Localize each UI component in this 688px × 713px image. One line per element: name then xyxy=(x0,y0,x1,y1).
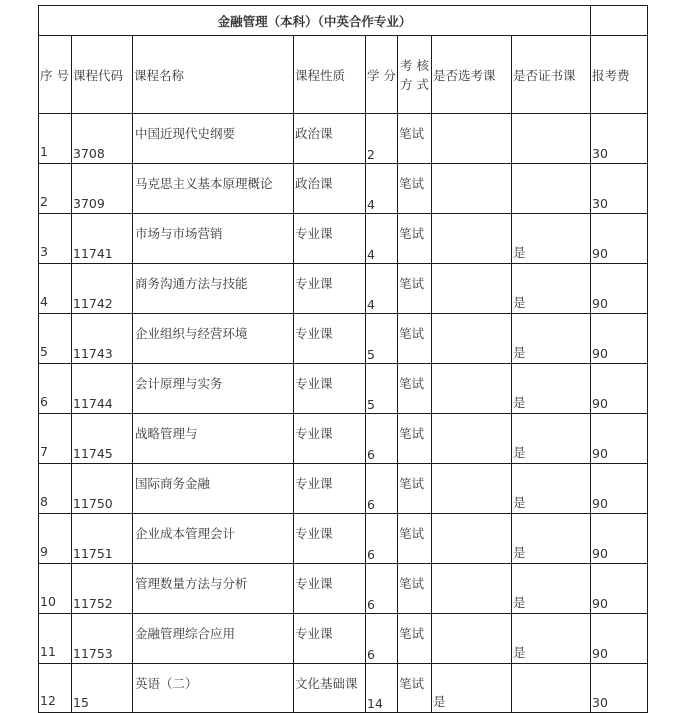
table-row xyxy=(39,314,648,364)
cell-method: 笔试 xyxy=(398,214,432,264)
cell-method: 笔试 xyxy=(398,514,432,564)
cell-method: 笔试 xyxy=(398,564,432,614)
cell-certificate: 是 xyxy=(512,614,591,664)
cell-name: 战略管理与 xyxy=(133,414,294,464)
table-row xyxy=(39,214,648,264)
cell-nature: 专业课 xyxy=(294,214,366,264)
cell-nature: 政治课 xyxy=(294,164,366,214)
cell-name: 企业组织与经营环境 xyxy=(133,314,294,364)
cell-credit: 6 xyxy=(366,564,398,614)
cell-method: 笔试 xyxy=(398,314,432,364)
cell-code: 11742 xyxy=(72,264,133,314)
cell-code: 11752 xyxy=(72,564,133,614)
cell-method: 笔试 xyxy=(398,114,432,164)
cell-elective xyxy=(432,314,512,364)
cell-certificate: 是 xyxy=(512,214,591,264)
header-elective: 是否选考课 xyxy=(432,36,512,114)
cell-certificate: 是 xyxy=(512,364,591,414)
cell-method: 笔试 xyxy=(398,664,432,713)
cell-name: 金融管理综合应用 xyxy=(133,614,294,664)
header-nature: 课程性质 xyxy=(294,36,366,114)
cell-elective xyxy=(432,514,512,564)
cell-name: 管理数量方法与分析 xyxy=(133,564,294,614)
cell-credit: 6 xyxy=(366,414,398,464)
cell-fee: 90 xyxy=(591,614,648,664)
table-row xyxy=(39,414,648,464)
cell-fee: 90 xyxy=(591,464,648,514)
cell-nature: 专业课 xyxy=(294,414,366,464)
cell-code: 11751 xyxy=(72,514,133,564)
cell-nature: 专业课 xyxy=(294,614,366,664)
cell-name: 市场与市场营销 xyxy=(133,214,294,264)
table-row xyxy=(39,264,648,314)
cell-nature: 政治课 xyxy=(294,114,366,164)
cell-nature: 专业课 xyxy=(294,464,366,514)
course-table xyxy=(38,5,648,713)
table-row xyxy=(39,164,648,214)
header-certificate: 是否证书课 xyxy=(512,36,591,114)
cell-credit: 14 xyxy=(366,664,398,713)
cell-credit: 5 xyxy=(366,364,398,414)
cell-credit: 4 xyxy=(366,164,398,214)
cell-method: 笔试 xyxy=(398,614,432,664)
cell-fee: 30 xyxy=(591,114,648,164)
cell-fee: 90 xyxy=(591,264,648,314)
cell-fee: 30 xyxy=(591,164,648,214)
cell-elective: 是 xyxy=(432,664,512,713)
cell-fee: 90 xyxy=(591,564,648,614)
cell-certificate: 是 xyxy=(512,514,591,564)
header-credit: 学 分 xyxy=(366,36,398,114)
cell-seq: 6 xyxy=(39,364,72,414)
cell-credit: 6 xyxy=(366,464,398,514)
cell-certificate xyxy=(512,114,591,164)
title-blank-cell xyxy=(591,6,648,36)
cell-name: 会计原理与实务 xyxy=(133,364,294,414)
header-row xyxy=(39,36,648,114)
cell-certificate: 是 xyxy=(512,564,591,614)
cell-name: 商务沟通方法与技能 xyxy=(133,264,294,314)
header-seq: 序 号 xyxy=(39,36,72,114)
cell-fee: 90 xyxy=(591,364,648,414)
table-row xyxy=(39,614,648,664)
cell-seq: 3 xyxy=(39,214,72,264)
cell-seq: 1 xyxy=(39,114,72,164)
cell-elective xyxy=(432,564,512,614)
cell-name: 企业成本管理会计 xyxy=(133,514,294,564)
cell-credit: 2 xyxy=(366,114,398,164)
cell-code: 3708 xyxy=(72,114,133,164)
cell-elective xyxy=(432,364,512,414)
cell-seq: 8 xyxy=(39,464,72,514)
cell-elective xyxy=(432,614,512,664)
table-body xyxy=(39,6,648,713)
cell-method: 笔试 xyxy=(398,464,432,514)
cell-elective xyxy=(432,464,512,514)
cell-credit: 5 xyxy=(366,314,398,364)
cell-nature: 专业课 xyxy=(294,264,366,314)
cell-elective xyxy=(432,264,512,314)
cell-certificate: 是 xyxy=(512,414,591,464)
table-row xyxy=(39,664,648,713)
cell-seq: 12 xyxy=(39,664,72,713)
cell-seq: 11 xyxy=(39,614,72,664)
cell-elective xyxy=(432,114,512,164)
cell-seq: 10 xyxy=(39,564,72,614)
table-row xyxy=(39,564,648,614)
cell-certificate: 是 xyxy=(512,464,591,514)
cell-name: 马克思主义基本原理概论 xyxy=(133,164,294,214)
cell-code: 11753 xyxy=(72,614,133,664)
cell-method: 笔试 xyxy=(398,164,432,214)
cell-credit: 6 xyxy=(366,514,398,564)
cell-elective xyxy=(432,214,512,264)
cell-nature: 文化基础课 xyxy=(294,664,366,713)
cell-code: 11750 xyxy=(72,464,133,514)
cell-seq: 7 xyxy=(39,414,72,464)
table-row xyxy=(39,514,648,564)
cell-nature: 专业课 xyxy=(294,314,366,364)
cell-code: 11741 xyxy=(72,214,133,264)
cell-nature: 专业课 xyxy=(294,364,366,414)
cell-seq: 4 xyxy=(39,264,72,314)
cell-certificate: 是 xyxy=(512,314,591,364)
header-name: 课程名称 xyxy=(133,36,294,114)
cell-code: 3709 xyxy=(72,164,133,214)
cell-elective xyxy=(432,164,512,214)
header-fee: 报考费 xyxy=(591,36,648,114)
cell-name: 英语（二） xyxy=(133,664,294,713)
cell-nature: 专业课 xyxy=(294,514,366,564)
header-code: 课程代码 xyxy=(72,36,133,114)
cell-name: 国际商务金融 xyxy=(133,464,294,514)
cell-fee: 90 xyxy=(591,314,648,364)
cell-credit: 4 xyxy=(366,264,398,314)
cell-fee: 30 xyxy=(591,664,648,713)
cell-code: 11745 xyxy=(72,414,133,464)
cell-nature: 专业课 xyxy=(294,564,366,614)
cell-certificate xyxy=(512,664,591,713)
cell-credit: 6 xyxy=(366,614,398,664)
cell-code: 11744 xyxy=(72,364,133,414)
cell-seq: 2 xyxy=(39,164,72,214)
title-row xyxy=(39,6,648,36)
cell-fee: 90 xyxy=(591,414,648,464)
cell-fee: 90 xyxy=(591,214,648,264)
cell-seq: 5 xyxy=(39,314,72,364)
cell-certificate xyxy=(512,164,591,214)
header-method: 考 核 方 式 xyxy=(398,36,432,114)
cell-seq: 9 xyxy=(39,514,72,564)
cell-certificate: 是 xyxy=(512,264,591,314)
cell-code: 15 xyxy=(72,664,133,713)
cell-method: 笔试 xyxy=(398,414,432,464)
cell-method: 笔试 xyxy=(398,264,432,314)
table-row xyxy=(39,114,648,164)
table-title: 金融管理（本科）（中英合作专业） xyxy=(39,6,591,36)
table-row xyxy=(39,464,648,514)
cell-fee: 90 xyxy=(591,514,648,564)
cell-credit: 4 xyxy=(366,214,398,264)
cell-method: 笔试 xyxy=(398,364,432,414)
table-row xyxy=(39,364,648,414)
cell-elective xyxy=(432,414,512,464)
cell-code: 11743 xyxy=(72,314,133,364)
cell-name: 中国近现代史纲要 xyxy=(133,114,294,164)
